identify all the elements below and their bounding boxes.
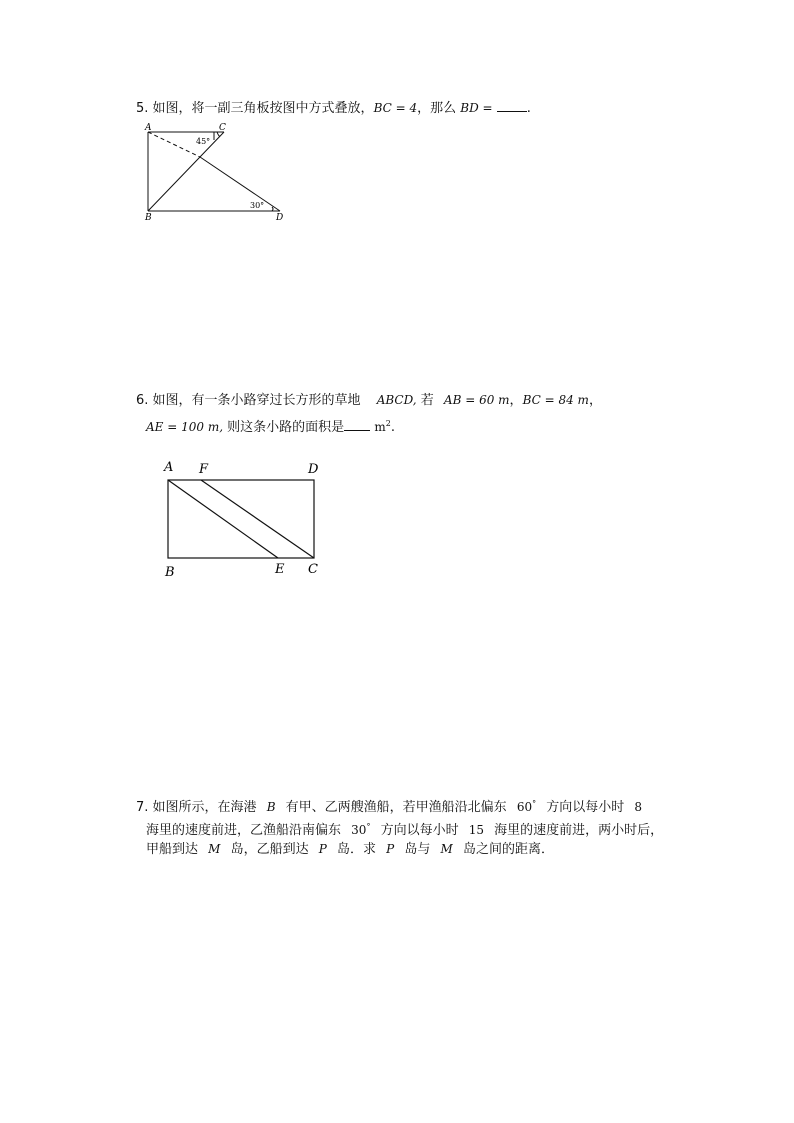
angle-30-label: 30° xyxy=(250,201,265,210)
q6-unit-exponent: 2 xyxy=(385,419,391,428)
question-number: 5. xyxy=(136,101,149,116)
q7-speed8: 8 xyxy=(634,800,643,814)
label-a: A xyxy=(164,460,174,475)
q7-text: 方向以每小时 xyxy=(546,800,625,815)
q7-text: 甲船到达 xyxy=(146,842,199,857)
question-5-text xyxy=(136,97,531,120)
q7-text: 海里的速度前进，乙渔船沿南偏东 xyxy=(146,823,342,838)
q7-text: 岛．求 xyxy=(336,842,376,857)
q6-text: 则这条小路的面积是 xyxy=(227,420,345,435)
q5-text: ，那么 xyxy=(417,101,457,116)
q6-period: . xyxy=(390,420,395,435)
q6-math-bc: BC = 84 m xyxy=(522,393,589,407)
q7-text: 方向以每小时 xyxy=(380,823,459,838)
q7-text: 岛之间的距离． xyxy=(462,842,554,857)
question-6-line-2 xyxy=(146,412,395,439)
label-b: B xyxy=(145,213,152,223)
q7-speed15: 15 xyxy=(468,823,485,837)
label-e: E xyxy=(275,562,285,577)
q6-math-abcd: ABCD, xyxy=(376,393,417,407)
q6-text: 若 xyxy=(420,393,434,408)
question-number: 7. xyxy=(136,800,149,815)
q6-text: 如图，有一条小路穿过长方形的草地 xyxy=(152,393,361,408)
label-d: D xyxy=(308,462,319,477)
label-d: D xyxy=(276,213,284,223)
q7-math-m: M xyxy=(440,842,453,856)
q7-text: 如图所示，在海港 xyxy=(152,800,257,815)
q7-text: 海里的速度前进，两小时后， xyxy=(494,823,664,838)
q5-period: . xyxy=(526,101,531,116)
q7-math-p: P xyxy=(386,842,395,856)
q5-figure xyxy=(140,118,300,228)
question-number: 6. xyxy=(136,393,149,408)
label-a: A xyxy=(145,123,152,133)
q7-text: 有甲、乙两艘渔船，若甲渔船沿北偏东 xyxy=(285,800,507,815)
q7-math-b: B xyxy=(266,800,276,814)
q5-math-bc: BC = 4 xyxy=(373,101,418,115)
q6-sep: ， xyxy=(588,393,602,408)
label-f: F xyxy=(199,462,209,477)
q6-math-ab: AB = 60 m xyxy=(443,393,510,407)
answer-blank[interactable] xyxy=(344,418,370,431)
question-6-line-1 xyxy=(136,389,602,412)
q7-text: 岛，乙船到达 xyxy=(230,842,309,857)
angle-45-label: 45° xyxy=(196,137,211,146)
q6-sep: ， xyxy=(509,393,523,408)
q7-deg60: 60 xyxy=(516,800,533,814)
q7-degree-symbol: ° xyxy=(532,799,537,808)
q7-deg30: 30 xyxy=(351,823,367,837)
label-b: B xyxy=(165,565,175,580)
label-c: C xyxy=(219,123,226,133)
answer-blank[interactable] xyxy=(497,99,527,112)
q5-text: 如图，将一副三角板按图中方式叠放， xyxy=(152,101,374,116)
q7-degree-symbol: ° xyxy=(366,822,371,831)
q7-math-m: M xyxy=(208,842,221,856)
q7-text: 岛与 xyxy=(404,842,431,857)
q7-math-p: P xyxy=(318,842,327,856)
question-7-line-3 xyxy=(146,838,554,861)
q6-figure xyxy=(158,455,338,585)
q5-math-bd: BD = xyxy=(460,101,493,115)
q6-unit: m xyxy=(374,420,386,434)
label-c: C xyxy=(308,562,318,577)
q6-math-ae: AE = 100 m, xyxy=(146,420,224,434)
